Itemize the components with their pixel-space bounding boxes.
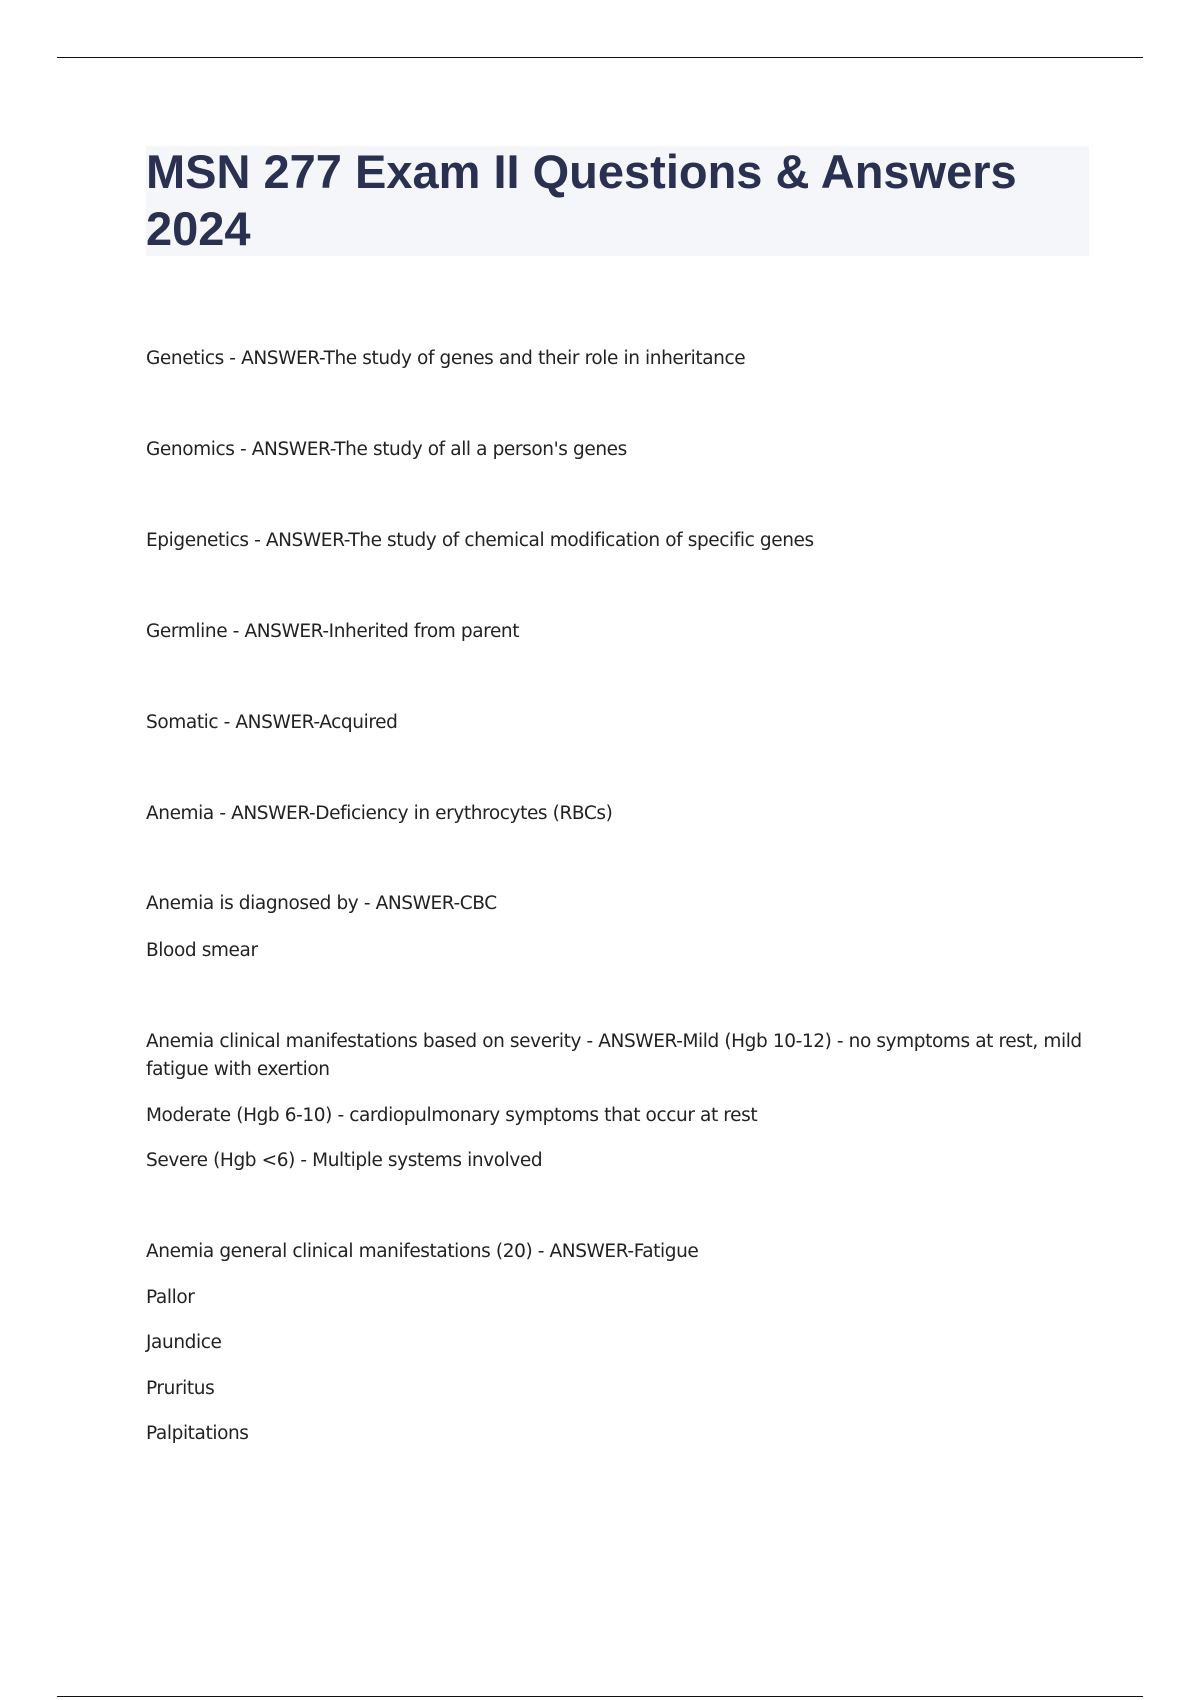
- qa-line: Genetics - ANSWER-The study of genes and their role in inheritance: [146, 348, 746, 369]
- qa-line: Severe (Hgb <6) - Multiple systems involved: [146, 1150, 543, 1171]
- qa-entry-anemia-general: [146, 1238, 1096, 1448]
- qa-line: Anemia is diagnosed by - ANSWER-CBC: [146, 893, 497, 914]
- qa-line: Palpitations: [146, 1423, 249, 1444]
- header-rule: [57, 57, 1143, 58]
- qa-line: Blood smear: [146, 940, 258, 961]
- qa-entry-anemia-severity: [146, 1028, 1096, 1175]
- qa-line: Epigenetics - ANSWER-The study of chemical modification of specific genes: [146, 530, 814, 551]
- qa-entry-genomics: [146, 436, 1096, 464]
- qa-entry-anemia: [146, 800, 1096, 828]
- qa-entry-anemia-diagnosis: [146, 890, 1096, 965]
- qa-line: Moderate (Hgb 6-10) - cardiopulmonary symptoms that occur at rest: [146, 1105, 758, 1126]
- qa-entry-epigenetics: [146, 527, 1096, 555]
- qa-entry-somatic: [146, 709, 1096, 737]
- qa-line: Anemia clinical manifestations based on severity - ANSWER-Mild (Hgb 10-12) - no symptoms at rest, mild fatigue with exertion: [146, 1031, 1082, 1080]
- qa-line: Anemia general clinical manifestations (20) - ANSWER-Fatigue: [146, 1241, 699, 1262]
- qa-line: Pruritus: [146, 1378, 215, 1399]
- qa-entry-germline: [146, 618, 1096, 646]
- qa-entry-genetics: [146, 345, 1096, 373]
- footer-rule: [57, 1696, 1143, 1697]
- qa-line: Anemia - ANSWER-Deficiency in erythrocytes (RBCs): [146, 803, 613, 824]
- qa-line: Somatic - ANSWER-Acquired: [146, 712, 398, 733]
- qa-line: Genomics - ANSWER-The study of all a person's genes: [146, 439, 627, 460]
- document-title: MSN 277 Exam II Questions & Answers 2024: [146, 145, 1017, 255]
- qa-line: Germline - ANSWER-Inherited from parent: [146, 621, 520, 642]
- qa-line: Jaundice: [146, 1332, 222, 1353]
- qa-line: Pallor: [146, 1287, 195, 1308]
